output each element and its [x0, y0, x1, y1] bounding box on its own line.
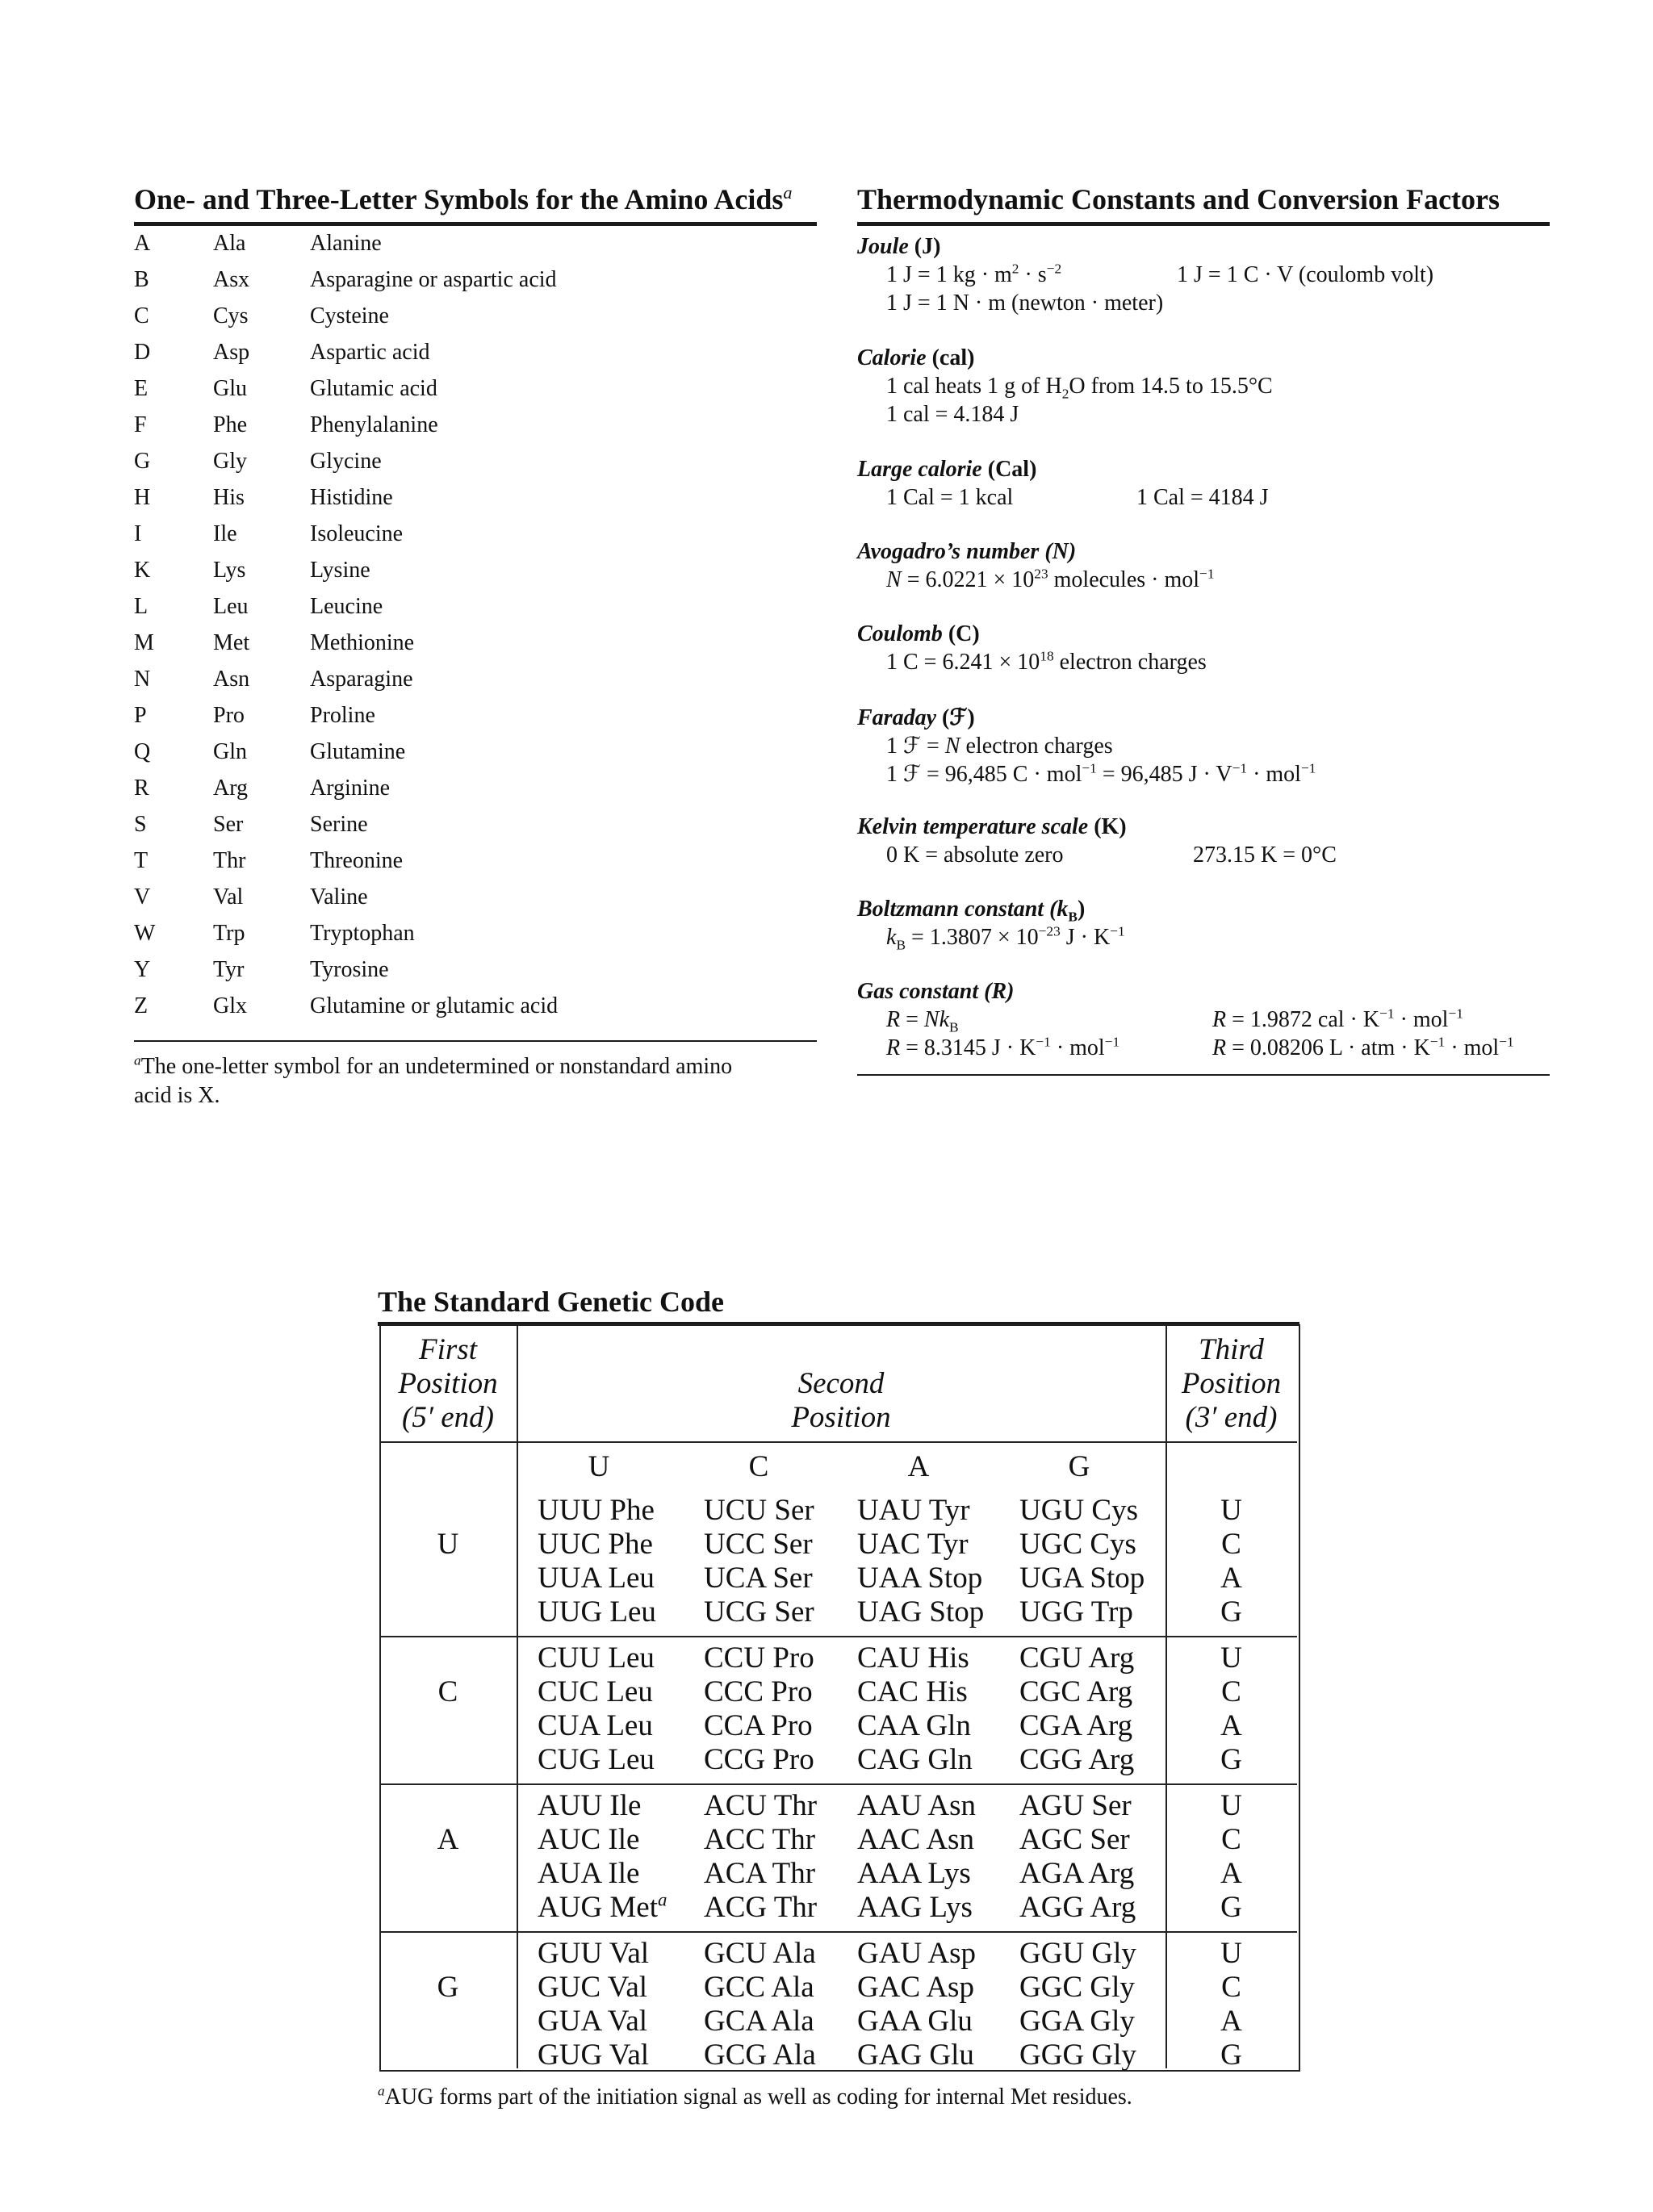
gas-l2b-var: R	[1212, 1035, 1227, 1060]
coulomb-l1a-sup: 18	[1040, 648, 1054, 664]
amino-acid-name: Proline	[310, 703, 375, 728]
amino-acid-name: Glutamic acid	[310, 376, 437, 401]
codon-cell: UCC Ser	[704, 1528, 813, 1561]
coulomb-l1b: electron charges	[1053, 650, 1207, 675]
first-base-label: G	[437, 1971, 459, 2004]
codon-cell: AGG Arg	[1019, 1891, 1136, 1924]
avogadro-l1b: molecules · mol	[1048, 567, 1200, 592]
gas-l2a-sup: −1	[1036, 1034, 1051, 1050]
codon-cell: CCC Pro	[704, 1675, 813, 1708]
codon-cell: AUC Ile	[538, 1823, 640, 1856]
faraday-symbol: (ℱ)	[942, 705, 975, 730]
codon-cell: AGU Ser	[1019, 1789, 1132, 1822]
amino-acid-one-letter: L	[134, 594, 149, 619]
amino-acid-name: Phenylalanine	[310, 412, 438, 437]
avogadro-l1a-sup: 23	[1034, 566, 1048, 582]
amino-acid-three-letter: Tyr	[213, 957, 245, 982]
genetic-code-block-divider	[379, 1783, 1297, 1785]
codon-cell: GUG Val	[538, 2038, 650, 2072]
gas-l1a-var2: Nk	[923, 1007, 950, 1032]
codon-cell: CCA Pro	[704, 1709, 813, 1742]
genetic-code-footnote-text: AUG forms part of the initiation signal as well as coding for internal Met residues.	[384, 2084, 1132, 2110]
codon-cell: UGU Cys	[1019, 1494, 1138, 1527]
aug-footnote-mark: a	[658, 1889, 667, 1910]
codon-cell: UAG Stop	[857, 1595, 985, 1629]
avogadro-name: Avogadro’s number (N)	[857, 539, 1077, 564]
faraday-l2a-sup: −1	[1082, 760, 1097, 776]
codon-cell: CCG Pro	[704, 1743, 814, 1776]
large-calorie-l1a: 1 Cal = 1 kcal	[886, 485, 1014, 510]
faraday-l1b: electron charges	[960, 734, 1113, 759]
amino-acid-three-letter: Ala	[213, 231, 246, 256]
third-base-label: G	[1220, 1743, 1242, 1776]
calorie-symbol: (cal)	[931, 345, 975, 370]
third-base-label: A	[1220, 2005, 1242, 2038]
codon-cell: CGC Arg	[1019, 1675, 1133, 1708]
gas-l2b-sup: −1	[1429, 1034, 1446, 1050]
codon-cell: GUC Val	[538, 1971, 648, 2004]
faraday-l2c: · mol	[1247, 762, 1301, 787]
amino-acid-name: Aspartic acid	[310, 340, 430, 365]
amino-acid-name: Tryptophan	[310, 921, 415, 946]
boltzmann-l1a-sup: −23	[1038, 923, 1061, 939]
calorie-l2: 1 cal = 4.184 J	[886, 402, 1019, 427]
avogadro-l1a: = 6.0221 × 10	[901, 567, 1035, 592]
amino-acid-three-letter: Asn	[213, 667, 250, 692]
amino-acid-three-letter: Cys	[213, 303, 249, 328]
gas-l2a-end: · mol	[1050, 1035, 1105, 1060]
amino-acid-three-letter: Trp	[213, 921, 245, 946]
gas-l2a-sup2: −1	[1104, 1034, 1120, 1050]
codon-cell: CUC Leu	[538, 1675, 653, 1708]
gas-name: Gas constant (R)	[857, 979, 1015, 1004]
codon-cell: GGU Gly	[1019, 1937, 1136, 1970]
amino-acid-name: Methionine	[310, 630, 415, 655]
codon-cell: UGC Cys	[1019, 1528, 1136, 1561]
amino-acid-one-letter: H	[134, 485, 151, 510]
third-base-label: C	[1221, 1971, 1241, 2004]
second-position-header-line: Second	[797, 1367, 885, 1400]
second-position-header	[517, 1367, 1165, 1435]
codon-cell: AGC Ser	[1019, 1823, 1130, 1856]
amino-acid-three-letter: His	[213, 485, 245, 510]
amino-acid-name: Glycine	[310, 449, 382, 474]
codon-cell: UCU Ser	[704, 1494, 814, 1527]
amino-acid-one-letter: Q	[134, 739, 151, 764]
amino-acid-name: Threonine	[310, 848, 404, 873]
genetic-code-block-divider	[379, 1636, 1297, 1637]
codon-cell: ACC Thr	[704, 1823, 816, 1856]
boltzmann-name: Boltzmann constant	[857, 897, 1044, 922]
codon-cell: CAU His	[857, 1641, 969, 1675]
amino-acid-name: Cysteine	[310, 303, 389, 328]
third-position-header-line: Position	[1181, 1367, 1282, 1400]
codon-cell: GGA Gly	[1019, 2005, 1135, 2038]
codon-cell: CUA Leu	[538, 1709, 653, 1742]
codon-cell: ACU Thr	[704, 1789, 818, 1822]
amino-acid-name: Histidine	[310, 485, 393, 510]
amino-acid-one-letter: B	[134, 267, 149, 292]
amino-acid-three-letter: Arg	[213, 776, 249, 801]
codon-cell: GCU Ala	[704, 1937, 816, 1970]
codon-cell: UUU Phe	[538, 1494, 655, 1527]
codon-cell: AAU Asn	[857, 1789, 976, 1822]
third-base-label: A	[1220, 1709, 1242, 1742]
calorie-name: Calorie	[857, 345, 927, 370]
codon-cell: UCA Ser	[704, 1562, 813, 1595]
gas-l2b-sup2: −1	[1499, 1034, 1514, 1050]
amino-acid-one-letter: V	[134, 884, 151, 909]
first-position-header-line: First	[419, 1333, 477, 1366]
codon-cell: AUA Ile	[538, 1857, 640, 1890]
third-base-label: U	[1220, 1641, 1242, 1675]
codon-cell: CAG Gln	[857, 1743, 973, 1776]
amino-acid-three-letter: Ile	[213, 521, 237, 546]
kelvin-name: Kelvin temperature scale	[857, 814, 1089, 839]
amino-acid-footnote-mark: a	[134, 1052, 141, 1068]
third-base-label: U	[1220, 1494, 1242, 1527]
amino-acid-name: Glutamine	[310, 739, 406, 764]
amino-acid-name: Leucine	[310, 594, 383, 619]
first-position-header-line: Position	[398, 1367, 498, 1400]
amino-acid-footnote-line1: The one-letter symbol for an undetermined or nonstandard amino	[140, 1054, 733, 1079]
gas-l1b-sup: −1	[1379, 1006, 1395, 1022]
amino-acid-three-letter: Lys	[213, 558, 246, 583]
coulomb-l1a: 1 C = 6.241 × 10	[886, 650, 1040, 675]
amino-acid-name: Lysine	[310, 558, 370, 583]
joule-symbol: (J)	[914, 234, 941, 259]
amino-acid-three-letter: Val	[213, 884, 244, 909]
boltzmann-l1a: = 1.3807 × 10	[906, 925, 1039, 950]
joule-l1a-sup: 2	[1011, 261, 1019, 277]
amino-acid-one-letter: K	[134, 558, 151, 583]
faraday-var: N	[944, 734, 960, 759]
amino-acid-name: Asparagine or aspartic acid	[310, 267, 557, 292]
first-position-header	[379, 1333, 517, 1435]
amino-acid-name: Arginine	[310, 776, 391, 801]
codon-cell: CGG Arg	[1019, 1743, 1135, 1776]
large-calorie-name: Large calorie	[857, 457, 982, 482]
gas-l1b-text: = 1.9872 cal · K	[1226, 1007, 1380, 1032]
boltzmann-symbol-end: )	[1078, 897, 1086, 922]
faraday-l2b-sup: −1	[1232, 760, 1248, 776]
amino-acid-one-letter: D	[134, 340, 151, 365]
amino-acid-title-text: One- and Three-Letter Symbols for the Amino Acids	[134, 183, 784, 215]
codon-cell: CAC His	[857, 1675, 968, 1708]
codon-cell: GAA Glu	[857, 2005, 973, 2038]
boltzmann-var-sub: B	[896, 937, 906, 953]
second-base-label: A	[907, 1450, 930, 1483]
amino-acid-one-letter: A	[134, 231, 151, 256]
third-base-label: A	[1220, 1562, 1242, 1595]
amino-acid-three-letter: Met	[213, 630, 250, 655]
third-base-label: A	[1220, 1857, 1242, 1890]
amino-acid-name: Asparagine	[310, 667, 413, 692]
genetic-code-header-divider	[379, 1441, 517, 1443]
avogadro-l1b-sup: −1	[1199, 566, 1215, 582]
codon-cell: UAC Tyr	[857, 1528, 969, 1561]
faraday-l2a: 1 ℱ = 96,485 C · mol	[886, 762, 1082, 787]
coulomb-symbol: (C)	[948, 621, 980, 646]
amino-acid-three-letter: Leu	[213, 594, 249, 619]
gas-l1a-var: R	[886, 1007, 901, 1032]
gas-l2b-end: · mol	[1445, 1035, 1500, 1060]
amino-acid-one-letter: W	[134, 921, 156, 946]
codon-cell: AUU Ile	[538, 1789, 642, 1822]
genetic-code-title: The Standard Genetic Code	[378, 1286, 725, 1318]
coulomb-name: Coulomb	[857, 621, 943, 646]
amino-acid-three-letter: Pro	[213, 703, 245, 728]
calorie-l1a-sub: 2	[1061, 386, 1069, 402]
amino-acid-one-letter: E	[134, 376, 149, 401]
codon-cell: GGG Gly	[1019, 2038, 1136, 2072]
amino-acid-one-letter: M	[134, 630, 154, 655]
gas-l2a-var: R	[886, 1035, 901, 1060]
amino-acid-name: Serine	[310, 812, 368, 837]
amino-acid-three-letter: Glu	[213, 376, 247, 401]
second-position-header-line: Position	[791, 1401, 891, 1434]
amino-acid-name: Glutamine or glutamic acid	[310, 993, 559, 1018]
codon-cell: GAU Asp	[857, 1937, 976, 1970]
amino-acid-one-letter: G	[134, 449, 151, 474]
first-position-header-line: (5′ end)	[402, 1401, 494, 1434]
joule-l1a-sup2: −2	[1046, 261, 1062, 277]
amino-acid-one-letter: I	[134, 521, 142, 546]
codon-cell: GCA Ala	[704, 2005, 814, 2038]
codon-cell: GCC Ala	[704, 1971, 814, 2004]
codon-cell: ACG Thr	[704, 1891, 818, 1924]
calorie-l1a-end: O from 14.5 to 15.5°C	[1069, 374, 1273, 399]
amino-acid-name: Valine	[310, 884, 368, 909]
codon-cell: ACA Thr	[704, 1857, 816, 1890]
amino-acid-three-letter: Phe	[213, 412, 247, 437]
third-base-label: U	[1220, 1789, 1242, 1822]
boltzmann-l1b-sup: −1	[1110, 923, 1125, 939]
gas-l1b-var: R	[1212, 1007, 1227, 1032]
codon-cell: GGC Gly	[1019, 1971, 1135, 2004]
third-base-label: G	[1220, 2038, 1242, 2072]
amino-acid-one-letter: T	[134, 848, 149, 873]
codon-cell: CAA Gln	[857, 1709, 971, 1742]
gas-l1b-end: · mol	[1394, 1007, 1449, 1032]
codon-cell: GUU Val	[538, 1937, 650, 1970]
third-position-header-line: (3′ end)	[1185, 1401, 1278, 1434]
genetic-code-header-divider	[517, 1441, 1165, 1443]
third-base-label: C	[1221, 1823, 1241, 1856]
codon-cell: CCU Pro	[704, 1641, 814, 1675]
third-base-label: C	[1221, 1675, 1241, 1708]
genetic-code-footnote-mark: a	[378, 2083, 385, 2099]
codon-cell: CGU Arg	[1019, 1641, 1135, 1675]
genetic-code-footnote	[378, 2084, 1132, 2110]
amino-acid-title-footnote-mark: a	[783, 182, 793, 203]
gas-l1b-sup2: −1	[1448, 1006, 1463, 1022]
third-base-label: C	[1221, 1528, 1241, 1561]
codon-cell: AGA Arg	[1019, 1857, 1135, 1890]
amino-acid-three-letter: Thr	[213, 848, 246, 873]
gas-l2b-text: = 0.08206 L · atm · K	[1226, 1035, 1430, 1060]
amino-acid-one-letter: S	[134, 812, 147, 837]
first-base-label: C	[437, 1675, 458, 1708]
faraday-name: Faraday	[857, 705, 936, 730]
first-base-label: A	[437, 1823, 459, 1856]
joule-name: Joule	[857, 234, 909, 259]
avogadro-var: N	[886, 567, 902, 592]
codon-cell: GAC Asp	[857, 1971, 974, 2004]
amino-acid-three-letter: Gln	[213, 739, 247, 764]
joule-l2: 1 J = 1 N · m (newton · meter)	[886, 291, 1164, 316]
codon-cell: GUA Val	[538, 2005, 648, 2038]
joule-l1a-text: 1 J = 1 kg · m	[886, 262, 1012, 287]
boltzmann-symbol-k: (k	[1049, 897, 1069, 922]
amino-acid-one-letter: R	[134, 776, 149, 801]
amino-acid-one-letter: N	[134, 667, 151, 692]
faraday-l1a: 1 ℱ =	[886, 734, 945, 759]
genetic-code-col-divider	[517, 1324, 518, 2068]
codon-cell: UAA Stop	[857, 1562, 983, 1595]
amino-acid-one-letter: Z	[134, 993, 149, 1018]
kelvin-l1a: 0 K = absolute zero	[886, 843, 1064, 868]
joule-l1b: 1 J = 1 C · V (coulomb volt)	[1177, 262, 1434, 287]
gas-l1a-text: =	[900, 1007, 924, 1032]
gas-l1a-sub: B	[949, 1019, 959, 1035]
second-base-label: C	[748, 1450, 769, 1483]
amino-acid-three-letter: Asp	[213, 340, 250, 365]
third-base-label: G	[1220, 1595, 1242, 1629]
third-position-header	[1165, 1333, 1297, 1435]
codon-cell: AAG Lys	[857, 1891, 973, 1924]
amino-acid-three-letter: Glx	[213, 993, 247, 1018]
amino-acid-one-letter: P	[134, 703, 147, 728]
amino-acid-name: Isoleucine	[310, 521, 404, 546]
amino-acid-one-letter: C	[134, 303, 149, 328]
faraday-l2b: = 96,485 J · V	[1096, 762, 1232, 787]
calorie-l1a: 1 cal heats 1 g of H	[886, 374, 1062, 399]
boltzmann-l1b: J · K	[1060, 925, 1111, 950]
amino-acid-one-letter: Y	[134, 957, 151, 982]
thermo-title: Thermodynamic Constants and Conversion Factors	[857, 183, 1500, 215]
third-position-header-line: Third	[1199, 1333, 1264, 1366]
amino-acid-three-letter: Asx	[213, 267, 250, 292]
amino-acid-three-letter: Gly	[213, 449, 247, 474]
codon-cell: CUG Leu	[538, 1743, 655, 1776]
codon-cell: UGG Trp	[1019, 1595, 1133, 1629]
codon-cell	[538, 1890, 667, 1925]
codon-cell: UCG Ser	[704, 1595, 814, 1629]
first-base-label: U	[437, 1528, 459, 1561]
codon-cell: GCG Ala	[704, 2038, 816, 2072]
codon-cell: CGA Arg	[1019, 1709, 1133, 1742]
codon-cell: UUG Leu	[538, 1595, 656, 1629]
codon-cell: UUC Phe	[538, 1528, 653, 1561]
kelvin-symbol: (K)	[1094, 814, 1127, 839]
joule-l1a-mid: · s	[1019, 262, 1047, 287]
codon-cell: AAA Lys	[857, 1857, 971, 1890]
large-calorie-l1b: 1 Cal = 4184 J	[1136, 485, 1269, 510]
faraday-l2c-sup: −1	[1300, 760, 1316, 776]
codon-cell: UAU Tyr	[857, 1494, 970, 1527]
codon-cell: CUU Leu	[538, 1641, 655, 1675]
third-base-label: G	[1220, 1891, 1242, 1924]
genetic-code-block-divider	[379, 1931, 1297, 1933]
amino-acid-name: Tyrosine	[310, 957, 389, 982]
amino-acid-name: Alanine	[310, 231, 382, 256]
boltzmann-var: k	[886, 925, 897, 950]
amino-acid-footnote-line2: acid is X.	[134, 1083, 220, 1108]
second-base-label: U	[588, 1450, 610, 1483]
second-base-label: G	[1068, 1450, 1090, 1483]
amino-acid-one-letter: F	[134, 412, 147, 437]
codon-cell: GAG Glu	[857, 2038, 974, 2072]
genetic-code-header-divider	[1165, 1441, 1297, 1443]
codon-cell: AAC Asn	[857, 1823, 974, 1856]
codon-cell-text: AUG Met	[538, 1891, 659, 1924]
codon-cell: UGA Stop	[1019, 1562, 1145, 1595]
large-calorie-symbol: (Cal)	[987, 457, 1037, 482]
codon-cell: UUA Leu	[538, 1562, 655, 1595]
gas-l2a-text: = 8.3145 J · K	[900, 1035, 1036, 1060]
third-base-label: U	[1220, 1937, 1242, 1970]
boltzmann-symbol-sub: B	[1068, 909, 1078, 925]
kelvin-l1b: 273.15 K = 0°C	[1193, 843, 1337, 868]
amino-acid-three-letter: Ser	[213, 812, 244, 837]
